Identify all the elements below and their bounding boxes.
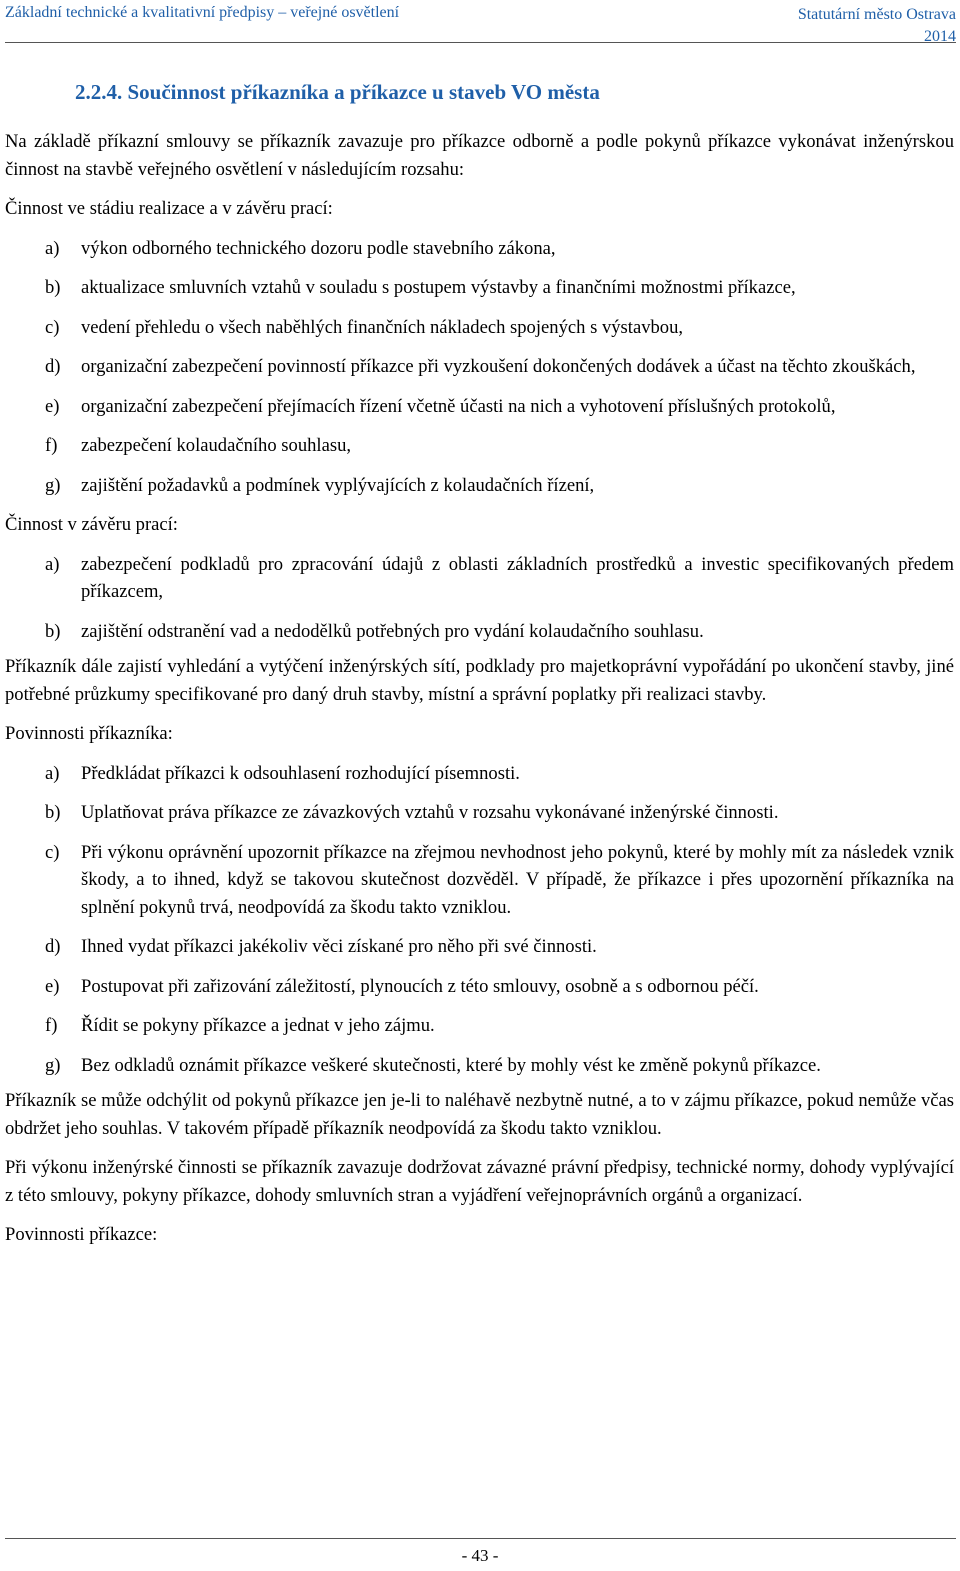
header-organization [798, 4, 956, 48]
list-item [5, 432, 954, 460]
intro-paragraph: Na základě příkazní smlouvy se příkazník zavazuje pro příkazce odborně a podle pokynů příkazce vykonávat inženýrskou činnost na stavbě veřejného osvětlení v následujícím rozsahu: [5, 131, 954, 180]
document-body [5, 128, 954, 1261]
further-paragraph: Příkazník dále zajistí vyhledání a vytýčení inženýrských sítí, podklady pro majetkoprávní vypořádání po ukončení stavby, jiné potřebné průzkumy specifikované pro daný druh stavby, místní a správní poplatky při realizaci stavby. [5, 656, 954, 705]
section3-list [5, 760, 954, 1080]
list-item-label: b) [45, 277, 61, 298]
page-number: - 43 - [461, 1546, 499, 1565]
section1-list [5, 235, 954, 500]
list-item-text: Při výkonu oprávnění upozornit příkazce na zřejmou nevhodnost jeho pokynů, které by mohly mít za následek vznik škody, a to ihned, když se takovou skutečnost dozvěděl. V případě, že příkazce i přes upozornění příkazníka na splnění pokynů trvá, neodpovídá za škodu takto vzniklou. [81, 841, 954, 918]
list-item [5, 1052, 954, 1080]
list-item [5, 618, 954, 646]
list-item-label: f) [45, 1015, 58, 1036]
list-item [5, 839, 954, 922]
list-item-text: zabezpečení podkladů pro zpracování údajů z oblasti základních prostředků a investic specifikovaných předem příkazcem, [81, 553, 954, 602]
list-item-text: organizační zabezpečení povinností příkazce při vyzkoušení dokončených dodávek a účast na těchto zkouškách, [81, 356, 916, 377]
list-item-text: zajištění odstranění vad a nedodělků potřebných pro vydání kolaudačního souhlasu. [81, 620, 704, 642]
list-item [5, 274, 954, 302]
list-item-label: b) [45, 620, 61, 642]
section-heading: 2.2.4. Součinnost příkazníka a příkazce u staveb VO města [75, 80, 600, 104]
list-item-label: f) [45, 435, 58, 456]
list-item-text: Předkládat příkazci k odsouhlasení rozhodující písemnosti. [81, 762, 520, 784]
list-item-text: Ihned vydat příkazci jakékoliv věci získané pro něho při své činnosti. [81, 936, 597, 957]
list-item-text: Řídit se pokyny příkazce a jednat v jeho zájmu. [81, 1015, 435, 1036]
list-item-label: e) [45, 975, 60, 997]
section3-title: Povinnosti příkazníka: [5, 723, 173, 744]
list-item-label: a) [45, 762, 60, 784]
list-item [5, 314, 954, 342]
list-item-text: Postupovat při zařizování záležitostí, plynoucích z této smlouvy, osobně a s odbornou péčí. [81, 975, 759, 997]
list-item-text: zabezpečení kolaudačního souhlasu, [81, 435, 352, 456]
list-item-label: e) [45, 395, 60, 417]
section2-list [5, 551, 954, 646]
section2-title: Činnost v závěru prací: [5, 514, 178, 535]
page-header [5, 0, 956, 43]
header-organization-name: Statutární město Ostrava [797, 6, 956, 23]
list-item-text: vedení přehledu o všech naběhlých finančních nákladech spojených s výstavbou, [81, 316, 684, 338]
list-item [5, 353, 954, 381]
compliance-paragraph: Při výkonu inženýrské činnosti se příkazník zavazuje dodržovat závazné právní předpisy, technické normy, dohody vyplývající z této smlouvy, pokyny příkazce, dohody smluvních stran a vyjádření veřejnoprávních orgánů a organizací. [5, 1157, 954, 1206]
list-item-text: Bez odkladů oznámit příkazce veškeré skutečnosti, které by mohly vést ke změně pokynů příkazce. [81, 1054, 821, 1076]
header-year: 2014 [924, 28, 956, 45]
list-item-text: výkon odborného technického dozoru podle stavebního zákona, [81, 237, 556, 259]
list-item [5, 472, 954, 500]
list-item [5, 1012, 954, 1040]
list-item-label: d) [45, 356, 61, 377]
list-item-text: zajištění požadavků a podmínek vyplývajících z kolaudačních řízení, [81, 474, 595, 496]
list-item-text: aktualizace smluvních vztahů v souladu s postupem výstavby a finančními možnostmi příkazce, [81, 277, 796, 298]
list-item [5, 551, 954, 606]
list-item-label: c) [45, 316, 60, 338]
list-item-label: d) [45, 936, 61, 957]
list-item-label: a) [45, 237, 60, 259]
list-item-label: a) [45, 553, 60, 575]
list-item-label: c) [45, 841, 60, 863]
list-item-label: b) [45, 802, 61, 823]
section1-title: Činnost ve stádiu realizace a v závěru prací: [5, 198, 333, 219]
header-document-title: Základní technické a kvalitativní předpisy – veřejné osvětlení [5, 4, 400, 21]
footer-divider [5, 1538, 956, 1539]
list-item [5, 973, 954, 1001]
list-item-text: Uplatňovat práva příkazce ze závazkových vztahů v rozsahu vykonávané inženýrské činnosti. [81, 802, 779, 823]
list-item [5, 235, 954, 263]
list-item [5, 393, 954, 421]
list-item-text: organizační zabezpečení přejímacích řízení včetně účasti na nich a vyhotovení příslušných protokolů, [81, 395, 836, 417]
deviation-paragraph: Příkazník se může odchýlit od pokynů příkazce jen je-li to naléhavě nezbytně nutné, a to v zájmu příkazce, pokud nemůže včas obdržet jeho souhlas. V takovém případě příkazník neodpovídá za škodu takto vzniklou. [5, 1090, 954, 1139]
list-item-label: g) [45, 474, 61, 496]
list-item-label: g) [45, 1054, 61, 1076]
list-item [5, 933, 954, 961]
list-item [5, 760, 954, 788]
section4-title: Povinnosti příkazce: [5, 1224, 158, 1245]
list-item [5, 799, 954, 827]
